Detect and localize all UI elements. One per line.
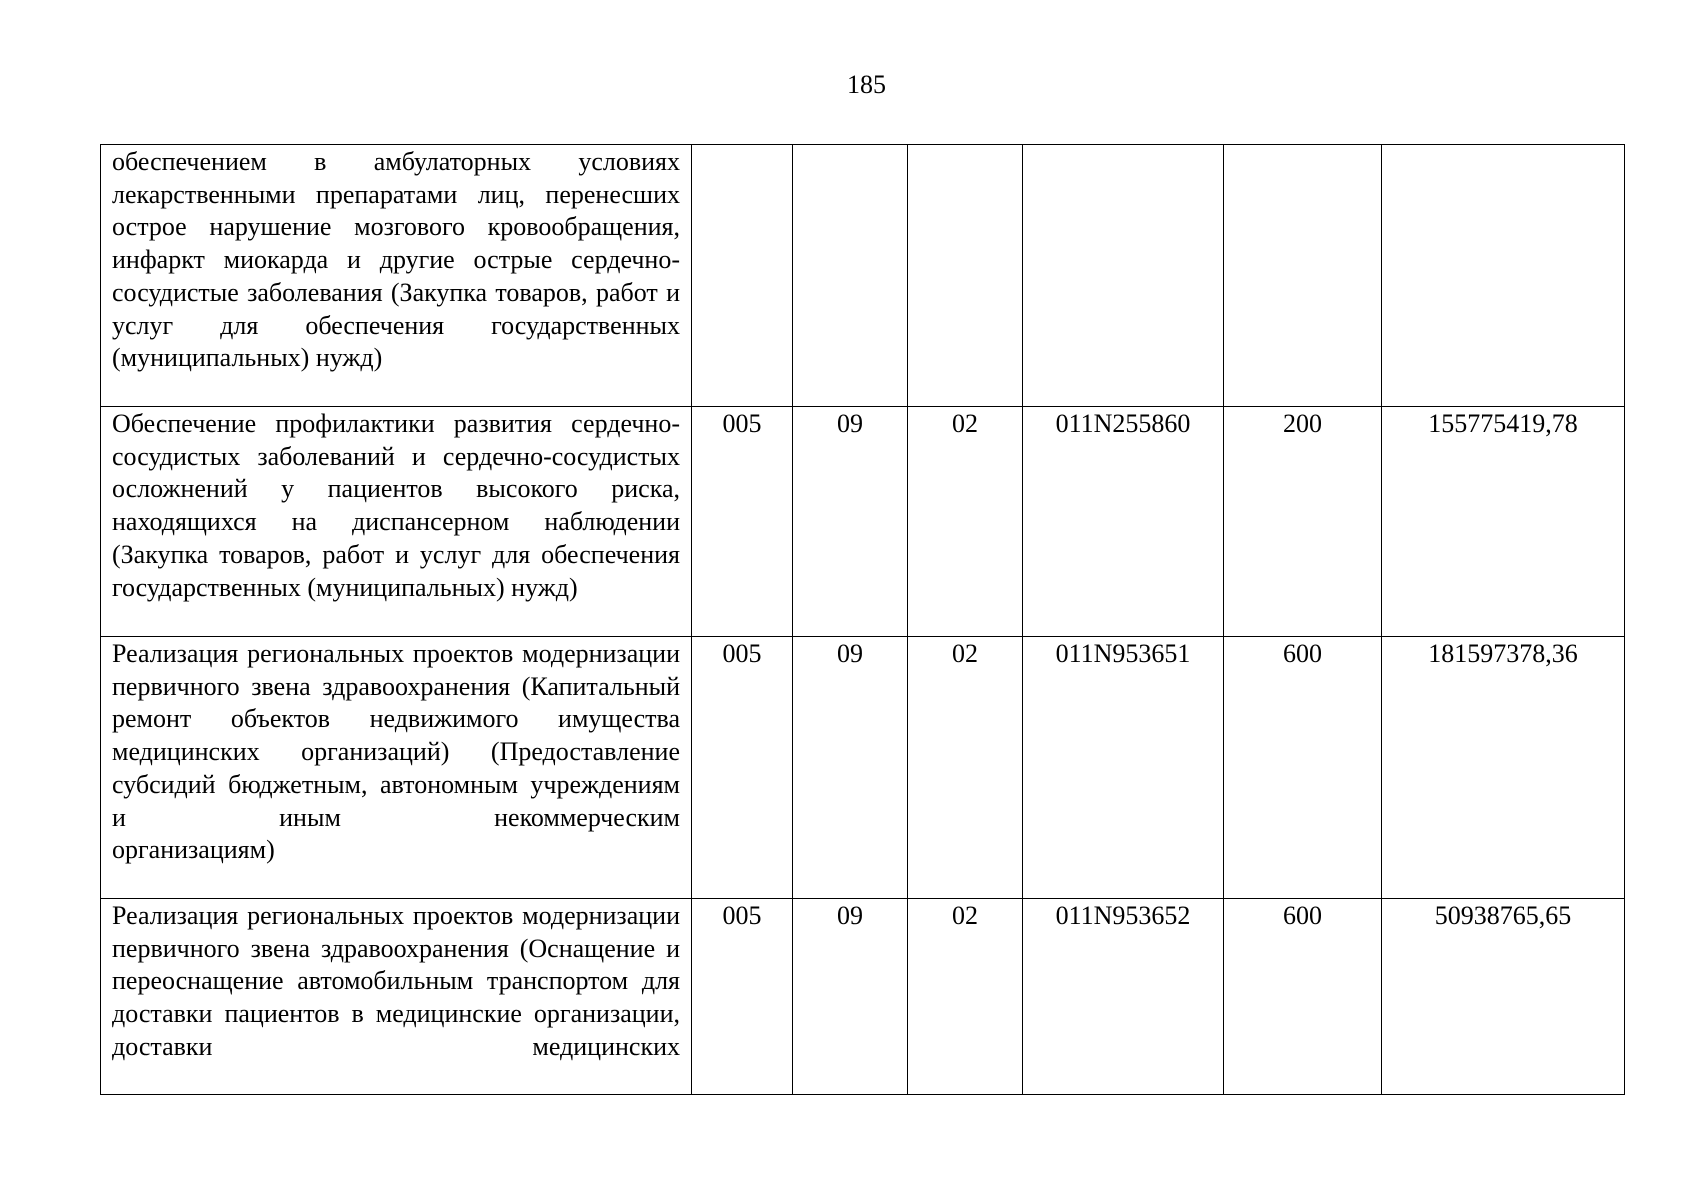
target-article-code	[1023, 145, 1224, 407]
section-code: 09	[793, 637, 908, 899]
expense-type-code: 200	[1224, 407, 1382, 637]
amount-value: 50938765,65	[1382, 899, 1625, 1095]
target-article-code: 011N953652	[1023, 899, 1224, 1095]
ministry-code	[692, 145, 793, 407]
expense-description: Реализация региональных проектов модернизации первичного звена здравоохранения (Оснащение и переоснащение автомобильным транспортом для доставки пациентов в медицинские организации, доставки медицинских	[101, 899, 692, 1095]
table-row	[101, 145, 1625, 407]
expense-type-code	[1224, 145, 1382, 407]
section-code: 09	[793, 899, 908, 1095]
table-row	[101, 899, 1625, 1095]
target-article-code: 011N255860	[1023, 407, 1224, 637]
ministry-code: 005	[692, 637, 793, 899]
expense-description: Реализация региональных проектов модернизации первичного звена здравоохранения (Капитальный ремонт объектов недвижимого имущества медицинских организаций) (Предоставление субсидий бюджетным, автономным учреждениям и иным некоммерческим организациям)	[101, 637, 692, 899]
budget-table	[100, 144, 1625, 1095]
amount-value	[1382, 145, 1625, 407]
section-code: 09	[793, 407, 908, 637]
subsection-code: 02	[908, 637, 1023, 899]
amount-value: 181597378,36	[1382, 637, 1625, 899]
target-article-code: 011N953651	[1023, 637, 1224, 899]
expense-description: обеспечением в амбулаторных условиях лекарственными препаратами лиц, перенесших острое нарушение мозгового кровообращения, инфаркт миокарда и другие острые сердечно-сосудистые заболевания (Закупка товаров, работ и услуг для обеспечения государственных (муниципальных) нужд)	[101, 145, 692, 407]
expense-type-code: 600	[1224, 899, 1382, 1095]
subsection-code	[908, 145, 1023, 407]
section-code	[793, 145, 908, 407]
expense-type-code: 600	[1224, 637, 1382, 899]
subsection-code: 02	[908, 407, 1023, 637]
page-number: 185	[847, 70, 886, 99]
expense-description: Обеспечение профилактики развития сердечно-сосудистых заболеваний и сердечно-сосудистых осложнений у пациентов высокого риска, находящихся на диспансерном наблюдении (Закупка товаров, работ и услуг для обеспечения государственных (муниципальных) нужд)	[101, 407, 692, 637]
amount-value: 155775419,78	[1382, 407, 1625, 637]
ministry-code: 005	[692, 899, 793, 1095]
table-row	[101, 637, 1625, 899]
ministry-code: 005	[692, 407, 793, 637]
table-row	[101, 407, 1625, 637]
subsection-code: 02	[908, 899, 1023, 1095]
